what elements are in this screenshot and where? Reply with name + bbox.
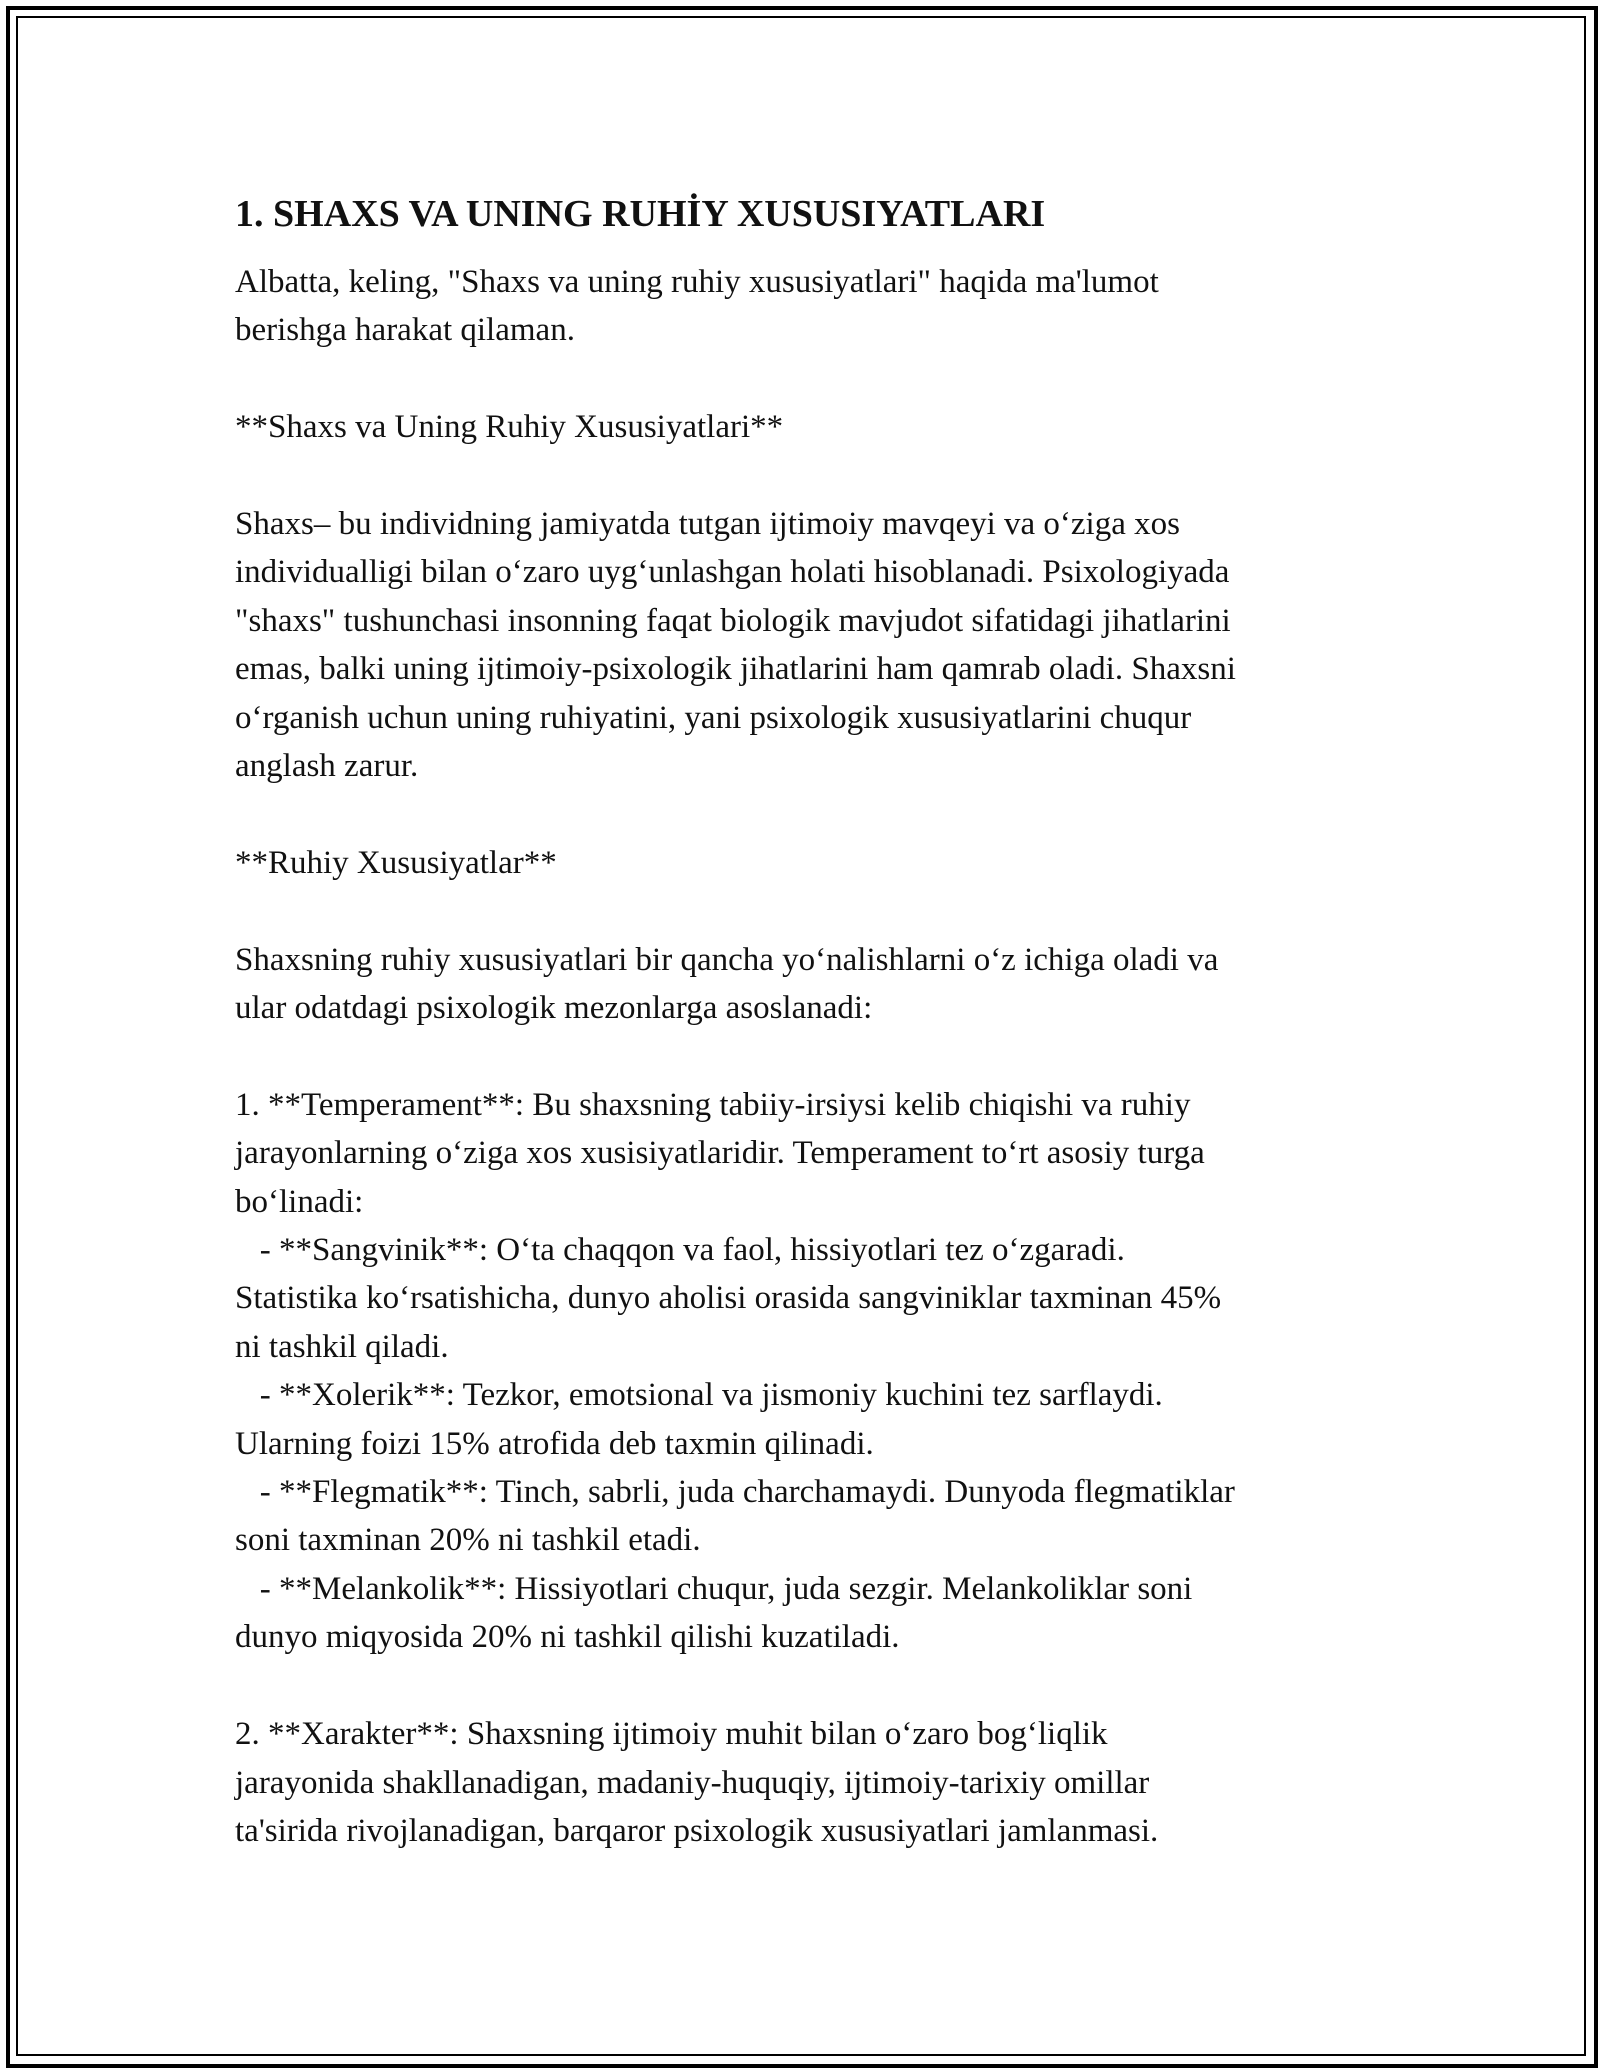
sub-item-sangvinik: - **Sangvinik**: Oʻta chaqqon va faol, hissiyotlari tez oʻzgaradi. (235, 1232, 1125, 1269)
text-line: boʻlinadi: (235, 1183, 364, 1220)
text-line: individualligi bilan oʻzaro uygʻunlashgan holati hisoblanadi. Psixologiyada (235, 554, 1230, 591)
definition-paragraph (235, 500, 1365, 790)
text-line: ta'sirida rivojlanadigan, barqaror psixologik xususiyatlari jamlanmasi. (235, 1812, 1159, 1849)
text-line: Albatta, keling, "Shaxs va uning ruhiy xususiyatlari" haqida ma'lumot (235, 264, 1159, 300)
text-line: 1. **Temperament**: Bu shaxsning tabiiy-irsiysi kelib chiqishi va ruhiy (235, 1086, 1191, 1123)
text-line: ular odatdagi psixologik mezonlarga asoslanadi: (235, 990, 873, 1027)
intro-paragraph (235, 258, 1365, 355)
subheading-ruhiy: **Ruhiy Xususiyatlar** (235, 844, 557, 881)
list-item-temperament (235, 1081, 1365, 1662)
list-item-xarakter (235, 1710, 1365, 1855)
text-line: anglash zarur. (235, 748, 419, 785)
text-line: ni tashkil qiladi. (235, 1328, 449, 1365)
text-line: dunyo miqyosida 20% ni tashkil qilishi kuzatiladi. (235, 1619, 900, 1656)
sub-item-flegmatik: - **Flegmatik**: Tinch, sabrli, juda charchamaydi. Dunyoda flegmatiklar (235, 1474, 1235, 1511)
text-line: 2. **Xarakter**: Shaxsning ijtimoiy muhit bilan oʻzaro bogʻliqlik (235, 1716, 1108, 1753)
text-line: jarayonida shakllanadigan, madaniy-huquqiy, ijtimoiy-tarixiy omillar (235, 1764, 1150, 1801)
text-line: Shaxs– bu individning jamiyatda tutgan ijtimoiy mavqeyi va oʻziga xos (235, 506, 1180, 542)
text-line: soni taxminan 20% ni tashkil etadi. (235, 1522, 701, 1559)
text-line: oʻrganish uchun uning ruhiyatini, yani psixologik xususiyatlarini chuqur (235, 699, 1192, 736)
overview-paragraph (235, 936, 1365, 1033)
sub-item-melankolik: - **Melankolik**: Hissiyotlari chuqur, juda sezgir. Melankoliklar soni (235, 1570, 1193, 1607)
sub-item-xolerik: - **Xolerik**: Tezkor, emotsional va jismoniy kuchini tez sarflaydi. (235, 1377, 1163, 1414)
text-line: berishga harakat qilaman. (235, 312, 575, 349)
text-line: emas, balki uning ijtimoiy-psixologik jihatlarini ham qamrab oladi. Shaxsni (235, 651, 1236, 688)
subheading-shaxs: **Shaxs va Uning Ruhiy Xususiyatlari** (235, 409, 784, 446)
text-line: "shaxs" tushunchasi insonning faqat biologik mavjudot sifatidagi jihatlarini (235, 602, 1231, 639)
document-title: 1. SHAXS VA UNING RUHİY XUSUSIYATLARI (235, 193, 1046, 235)
text-line: Shaxsning ruhiy xususiyatlari bir qancha yoʻnalishlarni oʻz ichiga oladi va (235, 941, 1219, 978)
document-body (235, 188, 1365, 1855)
text-line: jarayonlarning oʻziga xos xusisiyatlaridir. Temperament toʻrt asosiy turga (235, 1135, 1205, 1172)
text-line: Ularning foizi 15% atrofida deb taxmin qilinadi. (235, 1425, 874, 1462)
text-line: Statistika koʻrsatishicha, dunyo aholisi orasida sangviniklar taxminan 45% (235, 1280, 1222, 1317)
